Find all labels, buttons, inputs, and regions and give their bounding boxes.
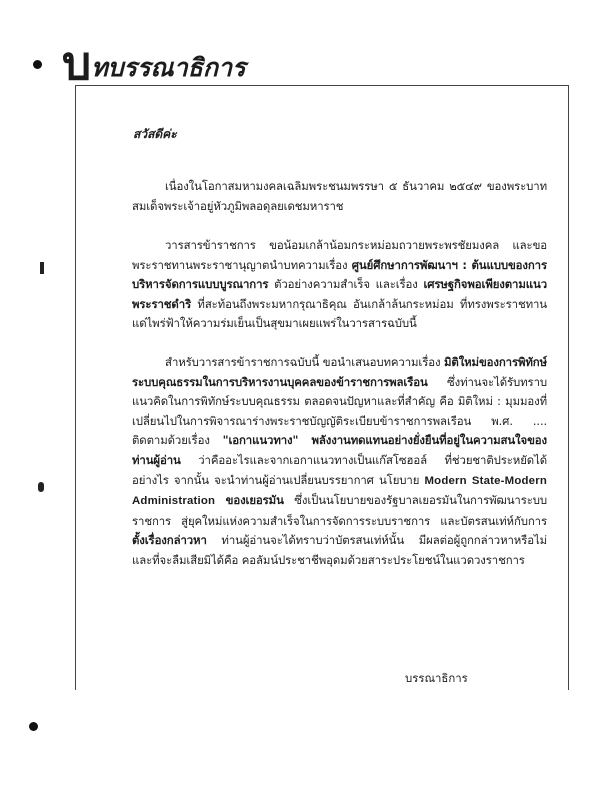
paragraph-3-bold-4: ตั้งเรื่องกล่าวหา — [132, 533, 207, 548]
page-title — [62, 38, 246, 88]
title-text: ทบรรณาธิการ — [91, 53, 246, 82]
paragraph-3-text-5: ซึ่งเป็นนโยบายของรัฐบาลเยอรมันในการพัฒนาระบบราชการ สู่ยุคใหม่แห่งความสำเร็จในการจัดการระบบราชการ และบัตรสนเท่ห์กับการ — [132, 493, 547, 528]
paragraph-3-text-3: ว่าคืออะไรและจากเอกาแนวทางเป็นแก๊สโซฮอล์ ที่ช่วยชาติประหยัดได้อย่างไร จากนั้น จะนำท่านผู้อ่านเปลี่ยนบรรยากาศ นโยบาย — [132, 452, 547, 487]
paragraph-2-bold-1: ศูนย์ศึกษาการพัฒนาฯ : ต้นแบบของการบริหารจัดการแบบบูรณาการ — [132, 257, 548, 292]
scan-mark — [40, 262, 44, 274]
binder-hole-mark — [33, 60, 42, 69]
title-initial: บ — [62, 36, 92, 90]
greeting: สวัสดีค่ะ — [133, 127, 177, 141]
paragraph-3-bold-1: มิติใหม่ของการพิทักษ์ระบบคุณธรรมในการบริหารงานบุคคลของข้าราชการพลเรือน — [132, 355, 547, 389]
paragraph-3-text-4 — [215, 493, 225, 507]
paragraph-3 — [132, 353, 547, 571]
right-border-line — [568, 85, 569, 690]
paragraph-3-bold-2: "เอกาแนวทาง" พลังงานทดแทนอย่างยั่งยืนที่อยู่ในความสนใจของท่านผู้อ่าน — [132, 433, 547, 467]
paragraph-2 — [132, 236, 547, 334]
paragraph-3-latin-phrase: Modern State-Modern Administration — [132, 474, 548, 508]
scan-mark — [38, 482, 44, 492]
paragraph-3-text-1: สำหรับวารสารข้าราชการฉบับนี้ ขอนำเสนอบทความเรื่อง — [165, 355, 444, 369]
paragraph-3-bold-3: ของเยอรมัน — [225, 493, 284, 508]
paragraph-3-text-6: ท่านผู้อ่านจะได้ทราบว่าบัตรสนเท่ห์นั้น มีผลต่อผู้ถูกกล่าวหาหรือไม่ และที่จะลืมเสียมิได้คือ คอลัมน์ประชาชีพอุดมด้วยสาระประโยชน์ในแวดวงราชการ — [132, 533, 547, 567]
binder-hole-mark — [29, 722, 38, 731]
paragraph-1: เนื่องในโอกาสมหามงคลเฉลิมพระชนมพรรษา ๕ ธันวาคม ๒๕๔๙ ของพระบาทสมเด็จพระเจ้าอยู่หัวภูมิพลอดุลยเดชมหาราช — [132, 179, 547, 213]
paragraph-2-text-2: ตัวอย่างความสำเร็จ และเรื่อง — [268, 277, 424, 292]
paragraph-2-text-1: วารสารข้าราชการ ขอน้อมเกล้าน้อมกระหม่อมถวายพระพรชัยมงคล และขอพระราชทานพระราชานุญาตนำบทความเรื่อง — [132, 238, 547, 272]
left-border-line — [75, 85, 76, 690]
signature: บรรณาธิการ — [405, 671, 468, 685]
paragraph-2-text-3: ที่สะท้อนถึงพระมหากรุณาธิคุณ อันเกล้าล้นกระหม่อม ที่ทรงพระราชทานแด่ไพร่ฟ้าให้ความร่มเย็นเป็นสุขมาเผยแพร่ในวารสารฉบับนี้ — [132, 296, 547, 331]
paragraph-3-text-2: ซึ่งท่านจะได้รับทราบแนวคิดในการพิทักษ์ระบบคุณธรรม ตลอดจนปัญหาและที่สำคัญ คือ มิติใหม่ : มุมมองที่เปลี่ยนไปในการพิจารณาร่างพระราชบัญญัติระเบียบข้าราชการพลเรือน พ.ศ. .... ติดตามด้วยเรื่อง — [132, 374, 547, 448]
paragraph-2-bold-2: เศรษฐกิจพอเพียงตามแนวพระราชดำริ — [132, 277, 547, 311]
